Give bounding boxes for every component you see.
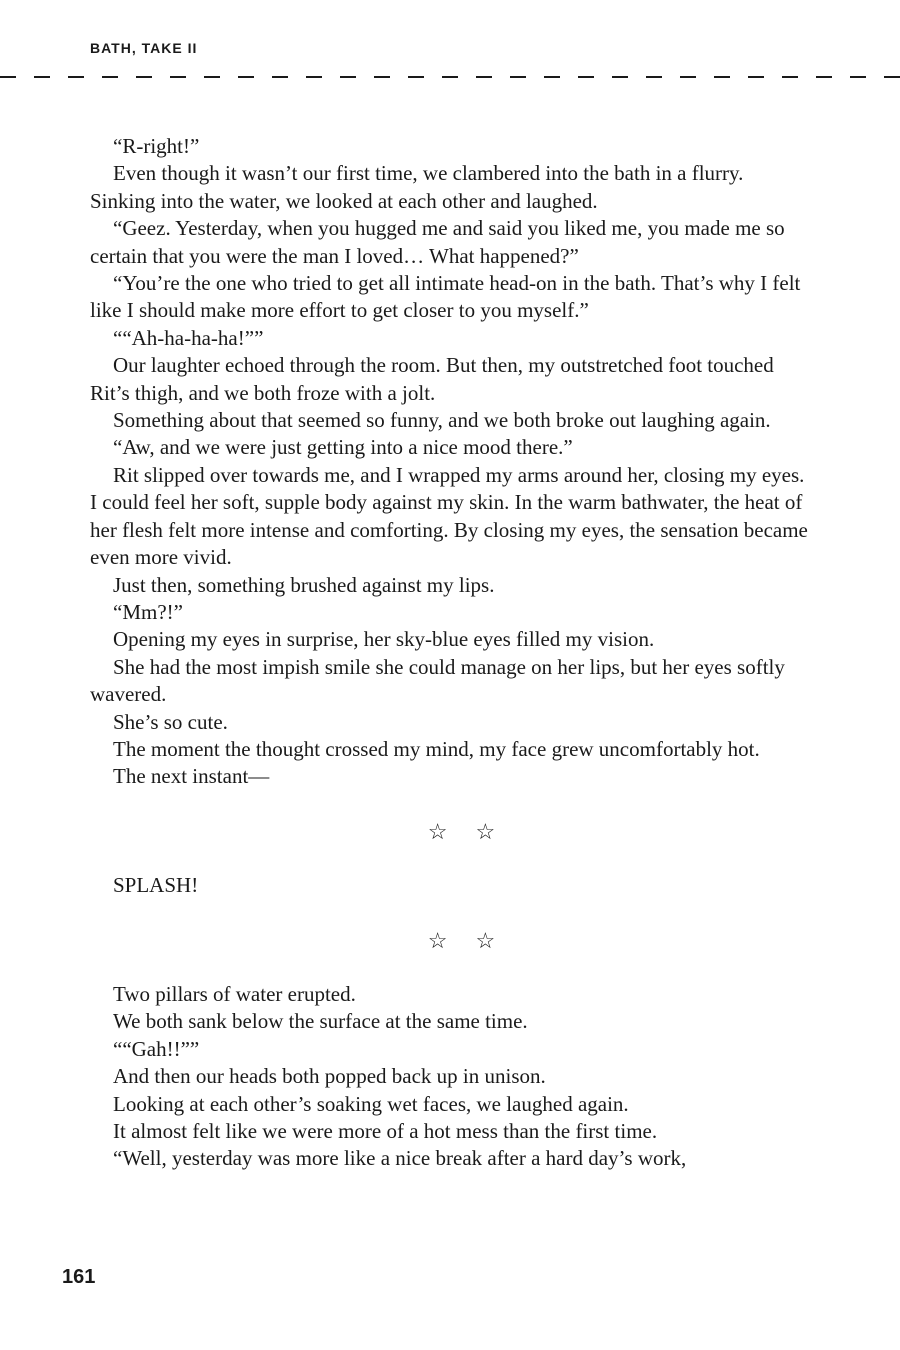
paragraph: And then our heads both popped back up in unison. — [113, 1064, 546, 1089]
scene-break — [90, 818, 810, 845]
paragraph: “Geez. Yesterday, when you hugged me and said you liked me, you made me so certain that you were the man I loved… What happened?” — [90, 216, 785, 268]
paragraph: Something about that seemed so funny, and we both broke out laughing again. — [113, 408, 771, 433]
paragraph: “Well, yesterday was more like a nice break after a hard day’s work, — [113, 1146, 687, 1171]
paragraph: ““Gah!!”” — [113, 1036, 200, 1061]
star-icon: ☆ — [427, 818, 448, 844]
paragraph: Looking at each other’s soaking wet faces, we laughed again. — [113, 1091, 629, 1116]
running-header: BATH, TAKE II — [90, 40, 198, 56]
paragraph: She’s so cute. — [113, 709, 228, 734]
paragraph: “You’re the one who tried to get all intimate head-on in the bath. That’s why I felt like I should make more effort to get closer to you myself.” — [90, 271, 801, 323]
body-text — [90, 133, 810, 1173]
star-icon: ☆ — [475, 818, 496, 844]
star-icon: ☆ — [427, 927, 448, 953]
paragraph: Even though it wasn’t our first time, we clambered into the bath in a flurry. Sinking into the water, we looked at each other and laughed. — [90, 161, 744, 213]
dashed-divider — [0, 76, 900, 78]
paragraph: We both sank below the surface at the same time. — [113, 1009, 528, 1034]
paragraph: SPLASH! — [113, 873, 199, 898]
paragraph: It almost felt like we were more of a hot mess than the first time. — [113, 1119, 658, 1143]
paragraph: The next instant— — [113, 764, 270, 789]
star-icon: ☆ — [475, 927, 496, 953]
paragraph: ““Ah-ha-ha-ha!”” — [113, 325, 264, 350]
paragraph: “Aw, and we were just getting into a nice mood there.” — [113, 435, 573, 460]
paragraph: Two pillars of water erupted. — [113, 981, 356, 1006]
paragraph: Our laughter echoed through the room. But then, my outstretched foot touched Rit’s thigh, and we both froze with a jolt. — [90, 353, 774, 405]
page-number: 161 — [62, 1266, 96, 1288]
paragraph: She had the most impish smile she could manage on her lips, but her eyes softly wavered. — [90, 654, 785, 707]
paragraph: “Mm?!” — [113, 599, 183, 624]
paragraph: The moment the thought crossed my mind, my face grew uncomfortably hot. — [113, 736, 760, 761]
scene-break — [90, 927, 810, 954]
paragraph: Just then, something brushed against my lips. — [113, 572, 495, 597]
paragraph: “R-right!” — [113, 134, 200, 158]
paragraph: Opening my eyes in surprise, her sky-blue eyes filled my vision. — [113, 627, 655, 652]
paragraph: Rit slipped over towards me, and I wrapped my arms around her, closing my eyes. I could feel her soft, supple body against my skin. In the warm bathwater, the heat of her flesh felt more intense and comforting. By closing my eyes, the sensation became even more vivid. — [90, 462, 808, 570]
